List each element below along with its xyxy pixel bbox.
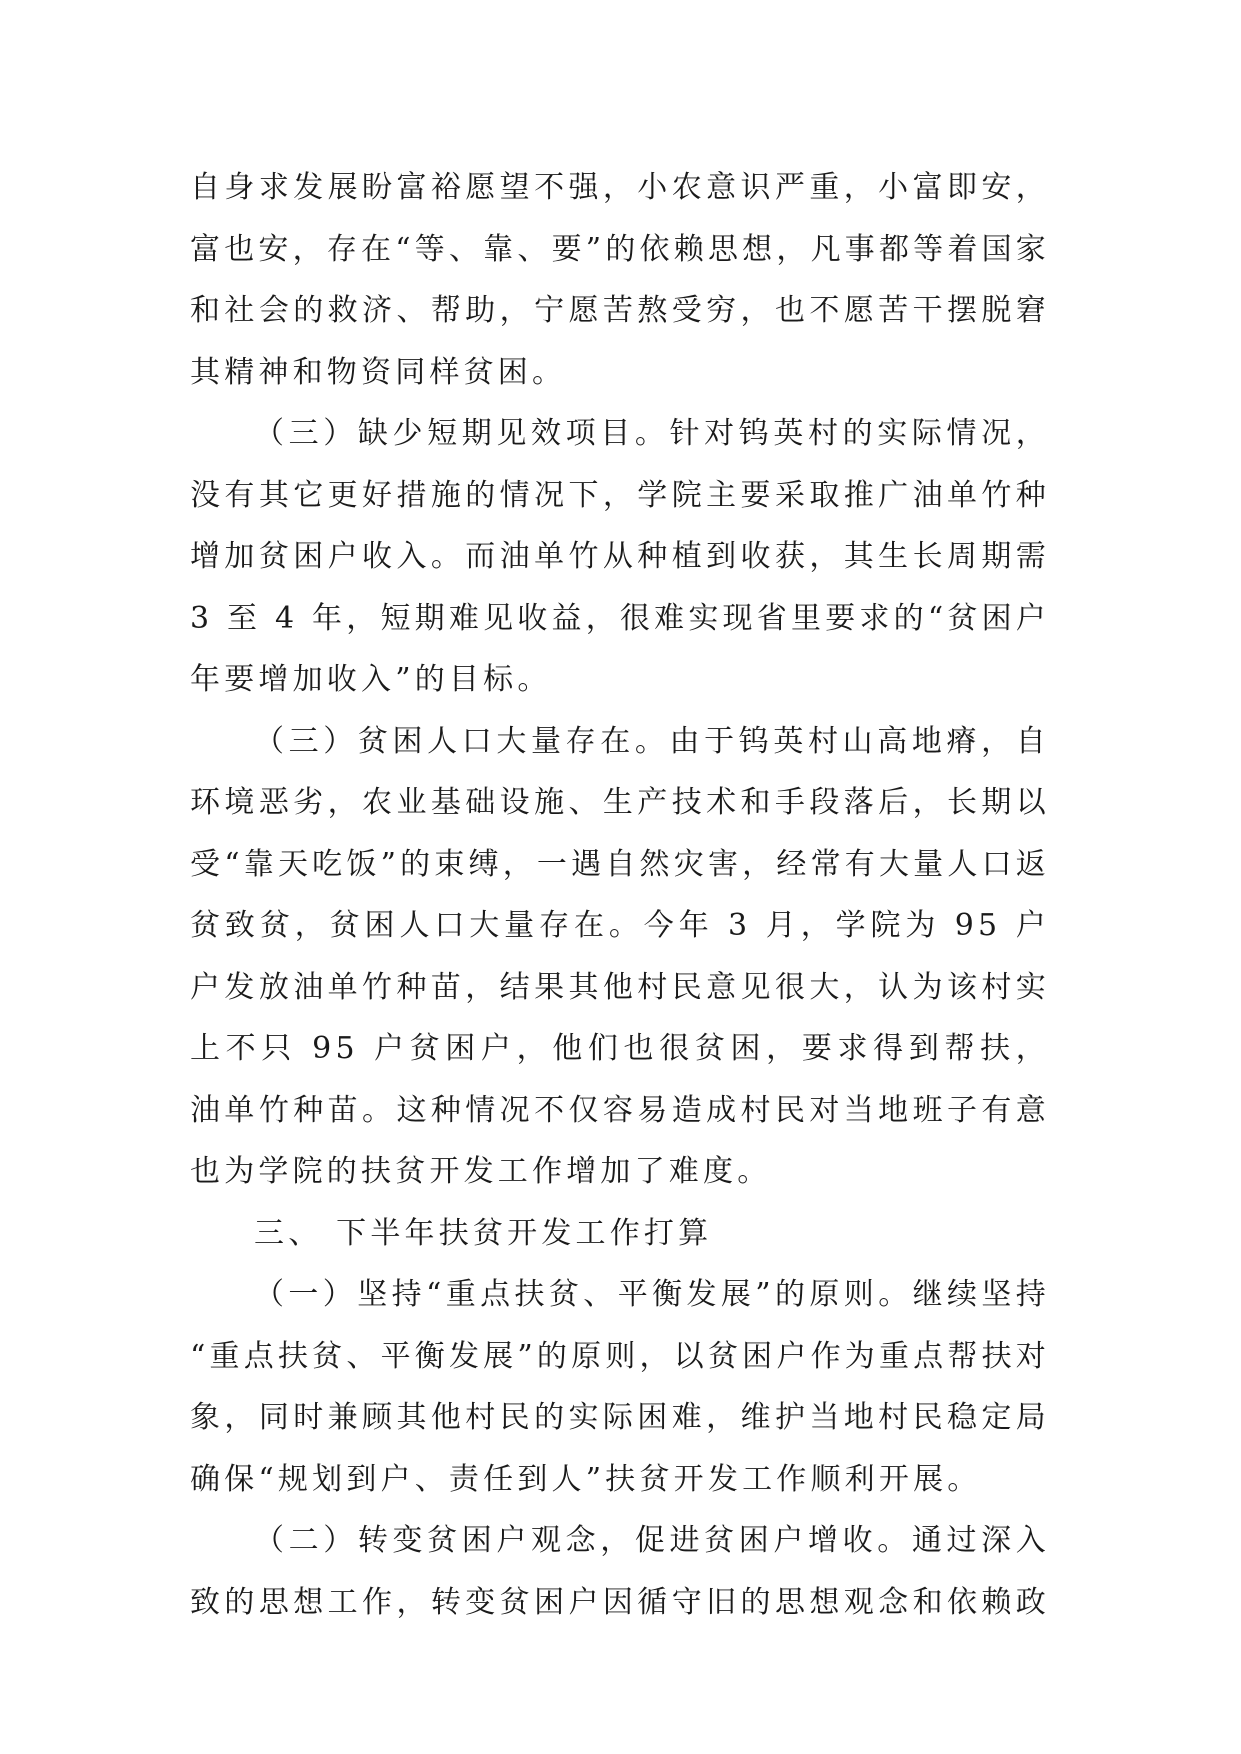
paragraph-line: 年要增加收入”的目标。	[190, 662, 552, 697]
paragraph-line: 和社会的救济、帮助，宁愿苦熬受穷，也不愿苦干摆脱窘	[190, 293, 1050, 328]
paragraph-line: （一）坚持“重点扶贫、平衡发展”的原则。继续坚持	[254, 1277, 1050, 1312]
paragraph-line: 象，同时兼顾其他村民的实际困难，维护当地村民稳定局	[190, 1400, 1050, 1435]
document-body	[190, 157, 1050, 1633]
paragraph-line: 户发放油单竹种苗，结果其他村民意见很大，认为该村实	[190, 969, 1050, 1005]
paragraph-line: 没有其它更好措施的情况下，学院主要采取推广油单竹种	[190, 477, 1050, 513]
paragraph-line: 油单竹种苗。这种情况不仅容易造成村民对当地班子有意	[190, 1092, 1050, 1128]
paragraph-line: 自身求发展盼富裕愿望不强，小农意识严重，小富即安，	[190, 170, 1050, 205]
paragraph-line: 受“靠天吃饭”的束缚，一遇自然灾害，经常有大量人口返	[190, 846, 1050, 882]
paragraph-line: 也为学院的扶贫开发工作增加了难度。	[190, 1154, 772, 1189]
paragraph-line: 致的思想工作，转变贫困户因循守旧的思想观念和依赖政	[190, 1584, 1050, 1620]
section-heading: 三、 下半年扶贫开发工作打算	[254, 1215, 713, 1251]
paragraph-line: 增加贫困户收入。而油单竹从种植到收获，其生长周期需	[190, 539, 1050, 574]
paragraph-line: （二）转变贫困户观念，促进贫困户增收。通过深入	[254, 1523, 1050, 1558]
paragraph-line: 上不只 95 户贫困户，他们也很贫困，要求得到帮扶，	[190, 1031, 1050, 1066]
paragraph-line: 确保“规划到户、责任到人”扶贫开发工作顺利开展。	[190, 1461, 982, 1497]
paragraph-line: 环境恶劣，农业基础设施、生产技术和手段落后，长期以	[190, 785, 1050, 820]
paragraph-line: 3 至 4 年，短期难见收益，很难实现省里要求的“贫困户	[190, 600, 1050, 636]
paragraph-line: （三）贫困人口大量存在。由于钨英村山高地瘠，自	[254, 723, 1050, 759]
paragraph-line: “重点扶贫、平衡发展”的原则，以贫困户作为重点帮扶对	[190, 1338, 1050, 1374]
paragraph-line: （三）缺少短期见效项目。针对钨英村的实际情况，	[254, 416, 1050, 451]
paragraph-line: 贫致贫，贫困人口大量存在。今年 3 月，学院为 95 户	[190, 908, 1050, 943]
paragraph-line: 富也安，存在“等、靠、要”的依赖思想，凡事都等着国家	[190, 231, 1050, 267]
paragraph-line: 其精神和物资同样贫困。	[190, 354, 567, 390]
